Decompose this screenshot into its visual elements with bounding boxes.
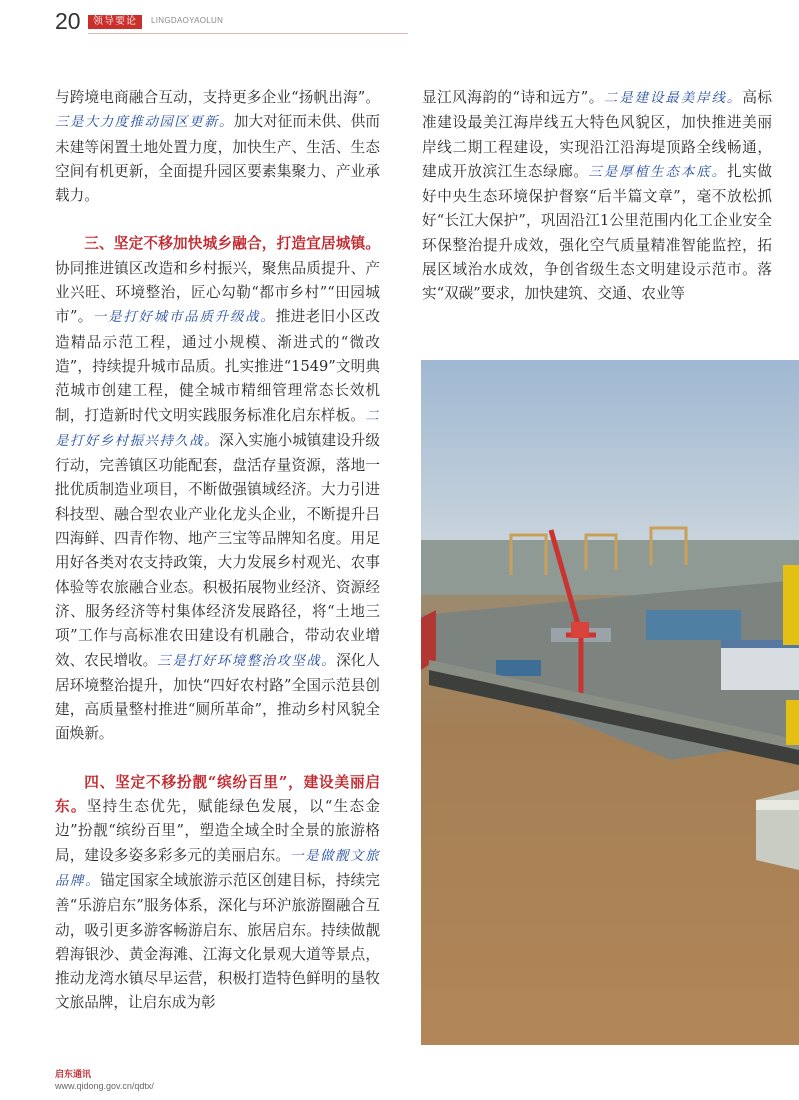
section-tag: 领导要论	[88, 15, 142, 29]
keyword-phrase: 三是打好环境整治攻坚战。	[157, 653, 337, 669]
keyword-phrase: 三是大力度推动园区更新。	[55, 115, 234, 131]
keyword-phrase: 一是打好城市品质升级战。	[92, 310, 276, 326]
shipyard-illustration	[421, 360, 799, 1045]
section-four-paragraph: 四、坚定不移扮靓“缤纷百里”，建设美丽启东。坚持生态优先，赋能绿色发展，以“生态金边”扮靓“缤纷百里”，塑造全域全时全景的旅游格局，建设多姿多彩多元的美丽启东。一是做靓文旅品牌。锚定国家全域旅游示范区创建目标，持续完善“乐游启东”服务体系，深化与环沪旅游圈融合互动，吸引更多游客畅游启东、旅居启东。持续做靓碧海银沙、黄金海滩、江海文化景观大道等景点，推动龙湾水镇尽早运营，积极打造特色鲜明的垦牧文旅品牌，让启东成为彰	[55, 773, 380, 1012]
footer-url: www.qidong.gov.cn/qdtx/	[55, 1081, 154, 1091]
keyword-phrase: 三是厚植生态本底。	[588, 164, 728, 180]
left-column	[55, 86, 380, 1016]
red-crane-cab	[571, 622, 589, 638]
header-divider	[88, 33, 408, 34]
keyword-phrase: 二是建设最美岸线。	[603, 91, 743, 106]
section-tag-pinyin: LINGDAOYAOLUN	[151, 16, 224, 25]
right-column	[422, 86, 772, 307]
page-footer	[55, 1069, 154, 1092]
shipyard-photo	[421, 360, 799, 1045]
section-heading: 四、坚定不移扮靓“缤纷百里”，建设美丽启东。	[55, 773, 380, 816]
page-number: 20	[55, 8, 81, 34]
section-heading: 三、坚定不移加快城乡融合，打造宜居城镇。	[84, 235, 380, 253]
sky	[421, 360, 799, 545]
paragraph-continuation: 显江风海韵的“诗和远方”。二是建设最美岸线。高标准建设最美江海岸线五大特色风貌区，加快推进美丽岸线二期工程建设，实现沿江沿海堤顶路全线畅通，建成开放滨江生态绿廊。三是厚植生态本底。扎实做好中央生态环境保护督察“后半篇文章”，毫不放松抓好“长江大保护”，巩固沿江1公里范围内化工企业安全环保整治提升成效，强化空气质量精准智能监控，拓展区域治水成效，争创省级生态文明建设示范市。落实“双碳”要求，加快建筑、交通、农业等	[422, 89, 772, 303]
page-header	[55, 8, 415, 36]
footer-brand: 启东通讯	[55, 1069, 92, 1079]
red-shore-structure	[421, 610, 436, 670]
paragraph-park-renewal: 与跨境电商融合互动，支持更多企业“扬帆出海”。三是大力度推动园区更新。加大对征而未供、供而未建等闲置土地处置力度，加快生产、生活、生态空间有机更新，全面提升园区要素集聚力、产业承载力。	[55, 89, 380, 205]
keyword-phrase: 二是打好乡村振兴持久战。	[55, 408, 380, 449]
keyword-phrase: 一是做靓文旅品牌。	[55, 848, 380, 889]
section-three-paragraph: 三、坚定不移加快城乡融合，打造宜居城镇。协同推进镇区改造和乡村振兴，聚焦品质提升、产业兴旺、环境整治，匠心勾勒“都市乡村”“田园城市”。一是打好城市品质升级战。推进老旧小区改造精品示范工程，通过小规模、渐进式的“微改造”，持续提升城市品质。扎实推进“1549”文明典范城市创建工程，健全城市精细管理常态长效机制，打造新时代文明实践服务标准化启东样板。二是打好乡村振兴持久战。深入实施小城镇建设升级行动，完善镇区功能配套，盘活存量资源，落地一批优质制造业项目，不断做强镇域经济。大力引进科技型、融合型农业产业化龙头企业，不断提升吕四海鲜、四青作物、地产三宝等品牌知名度。用足用好各类对农支持政策，大力发展乡村观光、农事体验等农旅融合业态。积极拓展物业经济、资源经济、服务经济等村集体经济发展路径，将“土地三项”工作与高标准农田建设有机融合，带动农业增效、农民增收。三是打好环境整治攻坚战。深化人居环境整治提升，加快“四好农村路”全国示范县创建，高质量整村推进“厕所革命”，推动乡村风貌全面焕新。	[55, 235, 380, 743]
